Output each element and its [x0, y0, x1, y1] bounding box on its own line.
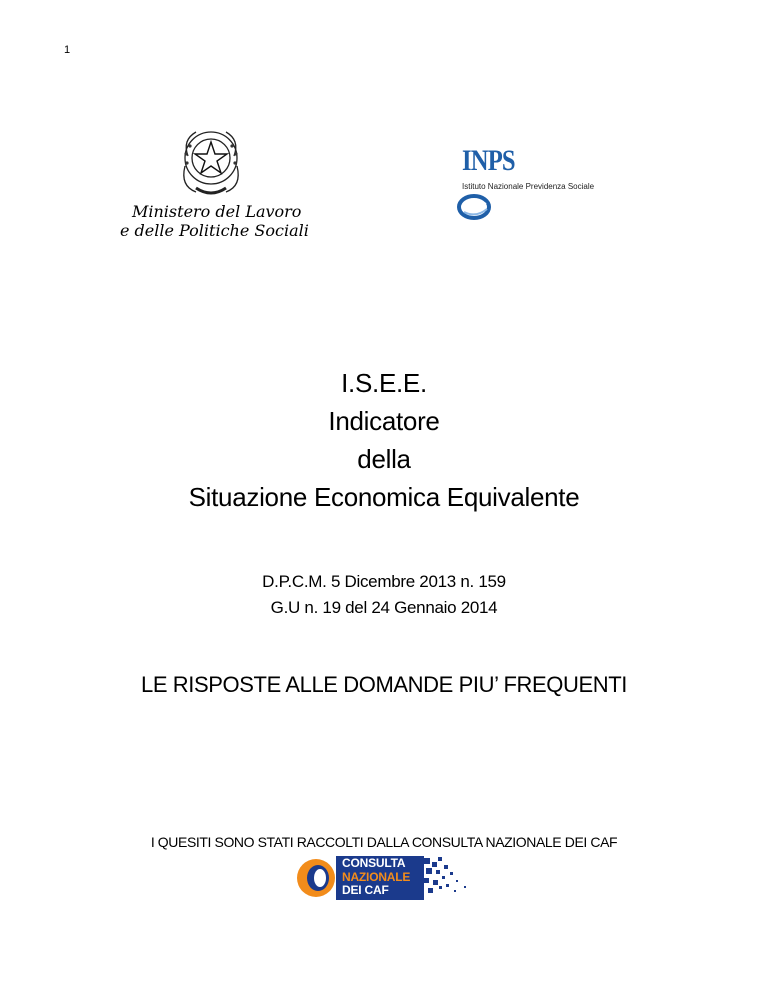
caf-ring-icon — [292, 856, 338, 900]
inps-subtitle: Istituto Nazionale Previdenza Sociale — [462, 182, 595, 191]
title-line-2: Indicatore — [328, 406, 440, 436]
title-line-1: I.S.E.E. — [341, 368, 427, 398]
ministry-name-line1: Ministero del Lavoro — [132, 202, 302, 221]
caf-logo-text — [342, 857, 410, 898]
inps-wordmark: INPS — [462, 144, 515, 177]
ministry-logo — [120, 126, 310, 246]
decree-line-1: D.P.C.M. 5 Dicembre 2013 n. 159 — [262, 572, 506, 591]
caf-logo-line2: NAZIONALE — [342, 869, 411, 884]
italian-republic-emblem-icon — [176, 126, 246, 198]
ministry-name-line2: e delle Politiche Sociali — [120, 221, 309, 240]
inps-logo — [456, 144, 606, 224]
document-title — [0, 364, 768, 516]
caf-logo — [292, 856, 476, 900]
faq-heading: LE RISPOSTE ALLE DOMANDE PIU’ FREQUENTI — [140, 672, 628, 697]
ministry-name — [120, 202, 310, 240]
caf-pixel-pattern — [424, 856, 476, 900]
collected-by-note: I QUESITI SONO STATI RACCOLTI DALLA CONSULTA NAZIONALE DEI CAF — [150, 834, 618, 850]
page-number: 1 — [64, 44, 71, 56]
caf-logo-line3: DEI CAF — [342, 883, 389, 897]
title-line-4: Situazione Economica Equivalente — [188, 482, 580, 512]
inps-swirl-icon — [456, 192, 492, 222]
caf-logo-line1: CONSULTA — [342, 856, 406, 870]
decree-line-2: G.U n. 19 del 24 Gennaio 2014 — [270, 598, 498, 617]
title-line-3: della — [357, 444, 411, 474]
decree-reference — [0, 569, 768, 621]
